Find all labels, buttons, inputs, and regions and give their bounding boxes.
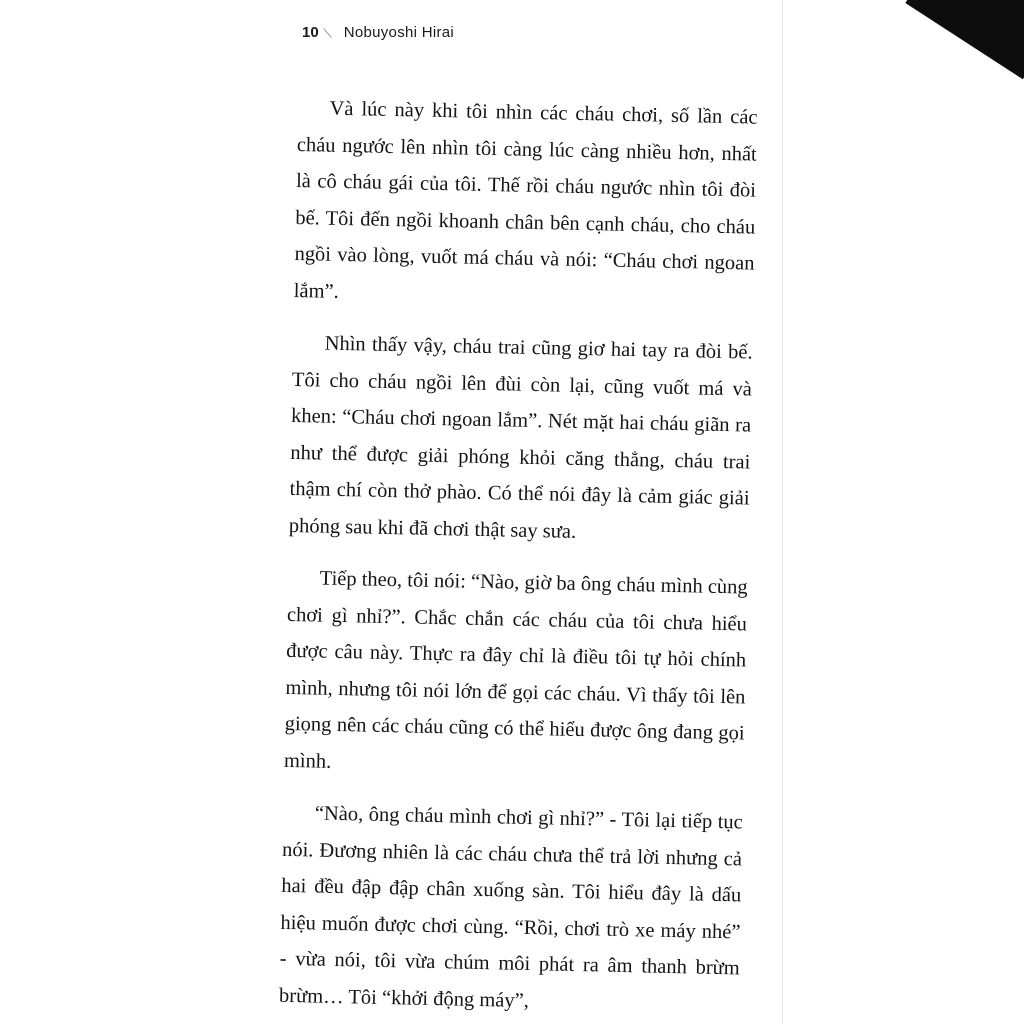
body-text	[278, 90, 758, 1024]
book-page	[262, 0, 782, 1024]
page-number: 10	[302, 24, 319, 41]
paragraph-1: Và lúc này khi tôi nhìn các cháu chơi, số lần các cháu ngước lên nhìn tôi càng lúc càng nhiều hơn, nhất là cô cháu gái của tôi. Thế rồi cháu ngước nhìn tôi đòi bế. Tôi đến ngồi khoanh chân bên cạnh cháu, cho cháu ngồi vào lòng, vuốt má cháu và nói: “Cháu chơi ngoan lắm”.	[293, 97, 758, 303]
paragraph-3: Tiếp theo, tôi nói: “Nào, giờ ba ông cháu mình cùng chơi gì nhỉ?”. Chắc chắn các cháu của tôi chưa hiểu được câu này. Thực ra đây chỉ là điều tôi tự hỏi chính mình, nhưng tôi nói lớn để gọi các cháu. Vì thấy tôi lên giọng nên các cháu cũng có thể hiểu được ông đang gọi mình.	[283, 567, 748, 773]
paragraph-2: Nhìn thấy vậy, cháu trai cũng giơ hai tay ra đòi bế. Tôi cho cháu ngồi lên đùi còn lại, cũng vuốt má và khen: “Cháu chơi ngoan lắm”. Nét mặt hai cháu giãn ra như thể được giải phóng khỏi căng thẳng, cháu trai thậm chí còn thở phào. Có thể nói đây là cảm giác giải phóng sau khi đã chơi thật say sưa.	[288, 332, 753, 543]
running-header-author: Nobuyoshi Hirai	[343, 24, 455, 41]
header-separator	[323, 28, 331, 38]
corner-shadow	[905, 0, 1024, 79]
paragraph-4: “Nào, ông cháu mình chơi gì nhỉ?” - Tôi lại tiếp tục nói. Đương nhiên là các cháu chưa thể trả lời nhưng cả hai đều đập đập chân xuống sàn. Tôi hiểu đây là dấu hiệu muốn được chơi cùng. “Rồi, chơi trò xe máy nhé” - vừa nói, tôi vừa chúm môi phát ra âm thanh brừm brừm… Tôi “khởi động máy”,	[278, 802, 743, 1012]
page-header	[302, 24, 454, 41]
